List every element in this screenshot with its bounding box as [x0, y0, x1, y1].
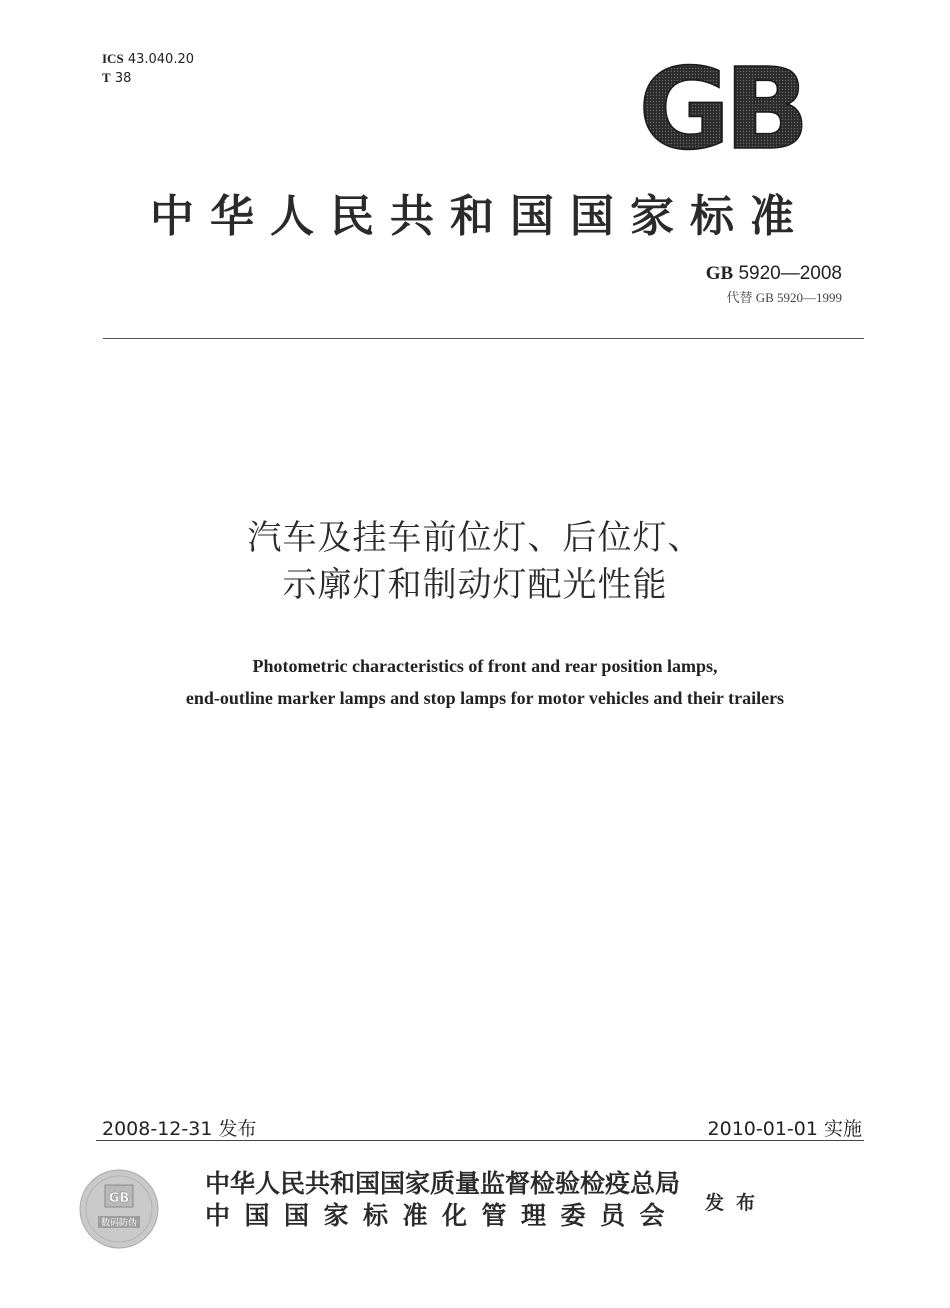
ccs-label: T: [102, 70, 111, 85]
gb-logo: [628, 58, 814, 158]
ics-label: ICS: [102, 51, 124, 66]
replaces-standard: 代替 GB 5920—1999: [726, 290, 842, 305]
gb-logo-text: GB: [638, 58, 804, 158]
ccs-code: [102, 69, 194, 88]
publish-label: 发布: [705, 1192, 768, 1214]
title-chinese: [100, 515, 850, 609]
header-divider: [103, 338, 864, 339]
ccs-value: 38: [114, 71, 132, 86]
title-english-line-1: Photometric characteristics of front and rear position lamps,: [252, 656, 718, 676]
standard-number: [706, 263, 842, 285]
title-english: [60, 650, 910, 714]
publishing-authorities: [205, 1168, 680, 1232]
seal-text: 数码防伪: [100, 1218, 138, 1229]
implementation-date: 2010-01-01 实施: [707, 1118, 862, 1140]
classification-codes: [102, 50, 194, 88]
title-english-line-2: end-outline marker lamps and stop lamps for motor vehicles and their trailers: [185, 688, 785, 708]
ics-value: 43.040.20: [127, 52, 194, 67]
ics-code: [102, 50, 194, 69]
standard-code: 5920—2008: [738, 263, 842, 284]
title-chinese-line-2: 示廓灯和制动灯配光性能: [282, 565, 668, 605]
issue-date: 2008-12-31 发布: [102, 1118, 257, 1140]
anti-counterfeit-seal: [78, 1168, 160, 1250]
title-chinese-line-1: 汽车及挂车前位灯、后位灯、: [247, 518, 703, 558]
standard-prefix: GB: [705, 263, 734, 284]
footer-divider: [96, 1140, 864, 1141]
publisher-2: 中国国家标准化管理委员会: [205, 1201, 680, 1230]
publisher-1: 中华人民共和国国家质量监督检验检疫总局: [205, 1169, 681, 1198]
seal-logo-text: GB: [108, 1191, 130, 1206]
standard-category-title: 中华人民共和国国家标准: [150, 191, 810, 242]
standard-number-block: [706, 263, 842, 306]
